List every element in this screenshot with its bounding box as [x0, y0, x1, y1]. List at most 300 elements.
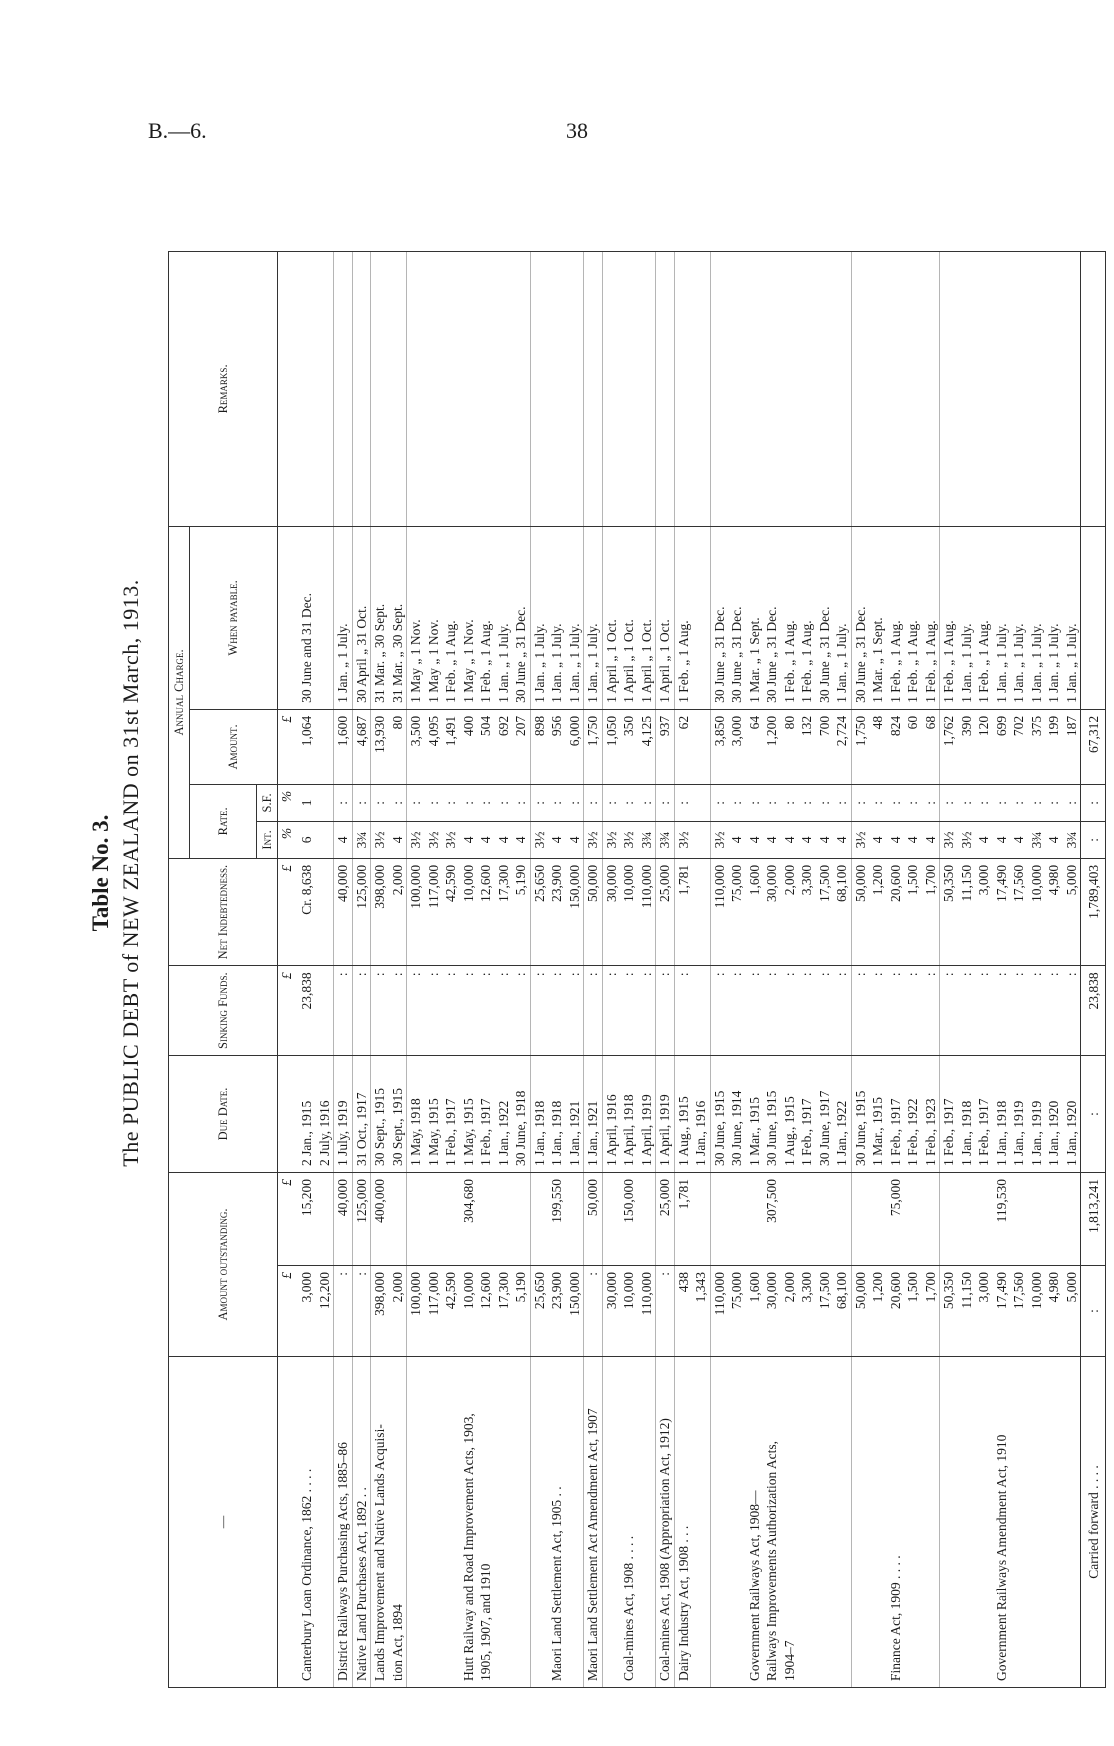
cell-sf: :	[477, 784, 495, 821]
cell-int: 4	[816, 821, 834, 858]
cell-sink: :	[1010, 966, 1028, 1056]
cell-sink: :	[710, 966, 728, 1056]
cell-net: 20,600	[887, 858, 905, 965]
cell-sf: :	[674, 784, 692, 821]
units-row	[278, 251, 299, 1687]
cell-remarks	[298, 251, 316, 526]
cell-part: 3,000	[975, 1266, 993, 1357]
cell-net: 1,600	[746, 858, 764, 965]
cell-amt: 13,930	[371, 709, 389, 784]
cell-net: 398,000	[371, 858, 389, 965]
cell-sf: :	[869, 784, 887, 821]
cell-int: 3¾	[1063, 821, 1081, 858]
cell-when: 1 Feb. „ 1 Aug.	[781, 526, 799, 709]
cell-due: 30 June, 1914	[728, 1056, 746, 1173]
cell-remarks	[442, 251, 460, 526]
cell-part: 1,700	[922, 1266, 940, 1357]
cell-name: Maori Land Settlement Act, 1905 . .	[548, 1357, 566, 1688]
cell-name	[922, 1357, 940, 1688]
cell-part: 75,000	[728, 1266, 746, 1357]
cell-part: 5,000	[1063, 1266, 1081, 1357]
cell-sf: :	[710, 784, 728, 821]
cell-sink: :	[798, 966, 816, 1056]
cell-name: Canterbury Loan Ordinance, 1862 . . . .	[298, 1357, 316, 1688]
cell-sf: :	[922, 784, 940, 821]
cell-name	[495, 1357, 513, 1688]
cell-amt	[692, 709, 710, 784]
cell-due: 1 Feb., 1922	[904, 1056, 922, 1173]
cell-total: 307,500	[763, 1173, 781, 1266]
cell-int: 4	[495, 821, 513, 858]
cell-part: 30,000	[602, 1266, 620, 1357]
cell-part: 2,000	[781, 1266, 799, 1357]
cell-part: 1,200	[869, 1266, 887, 1357]
cell-net: Cr. 8,638	[298, 858, 316, 965]
cell-remarks	[548, 251, 566, 526]
cell-total: 199,550	[548, 1173, 566, 1266]
cell-sink: :	[993, 966, 1011, 1056]
cell-remarks	[352, 251, 371, 526]
cell-part: 20,600	[887, 1266, 905, 1357]
table-row	[1028, 251, 1046, 1687]
cell-net: 3,000	[975, 858, 993, 965]
cell-part: 50,000	[851, 1266, 869, 1357]
cell-part: 17,560	[1010, 1266, 1028, 1357]
cell-sf: :	[442, 784, 460, 821]
cell-part: 12,200	[316, 1266, 334, 1357]
cell-part: 398,000	[371, 1266, 389, 1357]
cell-total	[530, 1173, 548, 1266]
cell-remarks	[763, 251, 781, 526]
cell-sink: :	[958, 966, 976, 1056]
cell-name	[940, 1357, 958, 1688]
cell-net: 100,000	[407, 858, 425, 965]
cell-total	[746, 1173, 764, 1266]
cell-int: 3½	[674, 821, 692, 858]
cell-sf: :	[851, 784, 869, 821]
cell-remarks	[495, 251, 513, 526]
cell-due: 1 Feb., 1923	[922, 1056, 940, 1173]
cell-sink: :	[566, 966, 584, 1056]
cell-part: 30,000	[763, 1266, 781, 1357]
footer-sf: :	[1081, 784, 1106, 821]
table-row	[851, 251, 869, 1687]
cell-sink: :	[833, 966, 851, 1056]
cell-sink: :	[763, 966, 781, 1056]
cell-sf: :	[548, 784, 566, 821]
table-row	[407, 251, 425, 1687]
cell-amt: 62	[674, 709, 692, 784]
cell-total	[1063, 1173, 1081, 1266]
cell-int: 3½	[425, 821, 443, 858]
cell-amt: 4,095	[425, 709, 443, 784]
cell-when: 1 Feb. „ 1 Aug.	[887, 526, 905, 709]
cell-net: 17,500	[816, 858, 834, 965]
cell-sink: :	[548, 966, 566, 1056]
table-row	[602, 251, 620, 1687]
cell-when: 1 Jan. „ 1 July.	[334, 526, 353, 709]
cell-name: Hutt Railway and Road Improvement Acts, 1903,	[460, 1357, 478, 1688]
cell-net: 10,000	[1028, 858, 1046, 965]
cell-remarks	[584, 251, 603, 526]
cell-due: 1 Jan., 1918	[993, 1056, 1011, 1173]
cell-sf: :	[389, 784, 407, 821]
cell-when	[692, 526, 710, 709]
cell-int: 4	[566, 821, 584, 858]
cell-amt: 199	[1045, 709, 1063, 784]
cell-sink: :	[746, 966, 764, 1056]
cell-name	[728, 1357, 746, 1688]
cell-net: 50,000	[851, 858, 869, 965]
cell-when: 1 April „ 1 Oct.	[620, 526, 638, 709]
cell-remarks	[1045, 251, 1063, 526]
cell-part: 150,000	[566, 1266, 584, 1357]
cell-amt: 80	[781, 709, 799, 784]
carried-forward-row	[1081, 251, 1106, 1687]
cell-net: 1,781	[674, 858, 692, 965]
cell-sink: :	[334, 966, 353, 1056]
cell-total: 40,000	[334, 1173, 353, 1266]
cell-when: 1 April „ 1 Oct.	[656, 526, 675, 709]
cell-amt: 60	[904, 709, 922, 784]
cell-amt: 120	[975, 709, 993, 784]
footer-part: :	[1081, 1266, 1106, 1357]
cell-remarks	[512, 251, 530, 526]
cell-name	[692, 1357, 710, 1688]
cell-total	[869, 1173, 887, 1266]
cell-name	[833, 1357, 851, 1688]
cell-total	[407, 1173, 425, 1266]
cell-remarks	[566, 251, 584, 526]
cell-total	[442, 1173, 460, 1266]
cell-int: 4	[1045, 821, 1063, 858]
cell-sink: :	[781, 966, 799, 1056]
cell-sink: :	[371, 966, 389, 1056]
cell-total	[602, 1173, 620, 1266]
cell-name	[442, 1357, 460, 1688]
cell-total	[710, 1173, 728, 1266]
cell-total: 1,781	[674, 1173, 692, 1266]
unit-net: £	[278, 858, 299, 965]
cell-total	[566, 1173, 584, 1266]
cell-name: Coal-mines Act, 1908 . . . .	[620, 1357, 638, 1688]
cell-when: 1 Jan. „ 1 July.	[958, 526, 976, 709]
cell-when: 1 Feb. „ 1 Aug.	[940, 526, 958, 709]
cell-due: 1 April, 1919	[656, 1056, 675, 1173]
cell-amt: 3,000	[728, 709, 746, 784]
col-header-due-date: Due Date.	[169, 1056, 278, 1173]
cell-int	[316, 821, 334, 858]
cell-sf: :	[798, 784, 816, 821]
unit-amount-part: £	[278, 1266, 299, 1357]
cell-int: 4	[477, 821, 495, 858]
cell-total	[692, 1173, 710, 1266]
cell-total	[922, 1173, 940, 1266]
cell-remarks	[869, 251, 887, 526]
cell-amt: 132	[798, 709, 816, 784]
cell-name	[1028, 1357, 1046, 1688]
cell-due: 30 June, 1917	[816, 1056, 834, 1173]
cell-sink: :	[407, 966, 425, 1056]
cell-sink: :	[1063, 966, 1081, 1056]
cell-sf	[692, 784, 710, 821]
cell-int: 4	[1010, 821, 1028, 858]
cell-part: 50,350	[940, 1266, 958, 1357]
cell-sink: :	[620, 966, 638, 1056]
cell-due: 1 May, 1918	[407, 1056, 425, 1173]
cell-when: 1 Mar. „ 1 Sept.	[869, 526, 887, 709]
table-row	[674, 251, 692, 1687]
cell-amt: 4,125	[638, 709, 656, 784]
cell-net: 2,000	[389, 858, 407, 965]
cell-when: 1 Feb. „ 1 Aug.	[975, 526, 993, 709]
cell-remarks	[904, 251, 922, 526]
cell-net: 17,300	[495, 858, 513, 965]
cell-due: 1 May, 1915	[425, 1056, 443, 1173]
cell-int: 4	[746, 821, 764, 858]
cell-name: 1904–7	[781, 1357, 799, 1688]
cell-due: 1 Mar., 1915	[746, 1056, 764, 1173]
cell-when: 1 Feb. „ 1 Aug.	[442, 526, 460, 709]
cell-sink	[316, 966, 334, 1056]
cell-remarks	[993, 251, 1011, 526]
table-row	[887, 251, 905, 1687]
cell-part: 1,500	[904, 1266, 922, 1357]
cell-total	[728, 1173, 746, 1266]
cell-remarks	[940, 251, 958, 526]
cell-sf: :	[763, 784, 781, 821]
cell-sf: :	[728, 784, 746, 821]
cell-part: 1,343	[692, 1266, 710, 1357]
cell-sf: :	[904, 784, 922, 821]
cell-amt: 937	[656, 709, 675, 784]
cell-due: 1 Jan., 1921	[584, 1056, 603, 1173]
footer-net: 1,789,403	[1081, 858, 1106, 965]
table-row	[298, 251, 316, 1687]
cell-int: 3¾	[638, 821, 656, 858]
cell-sf: :	[530, 784, 548, 821]
table-row	[1045, 251, 1063, 1687]
cell-net: 25,000	[656, 858, 675, 965]
table-row	[1063, 251, 1081, 1687]
table-row	[584, 251, 603, 1687]
cell-when: 1 Jan. „ 1 July.	[833, 526, 851, 709]
cell-due: 1 Jan., 1921	[566, 1056, 584, 1173]
cell-sf: :	[958, 784, 976, 821]
cell-sink: :	[638, 966, 656, 1056]
cell-when: 1 Feb. „ 1 Aug.	[922, 526, 940, 709]
cell-due: 1 Jan., 1919	[1010, 1056, 1028, 1173]
cell-net: 117,000	[425, 858, 443, 965]
cell-net: 30,000	[763, 858, 781, 965]
cell-net: 11,150	[958, 858, 976, 965]
cell-amt: 1,600	[334, 709, 353, 784]
cell-remarks	[389, 251, 407, 526]
cell-sink: :	[940, 966, 958, 1056]
cell-total	[638, 1173, 656, 1266]
col-header-sinking-funds: Sinking Funds.	[169, 966, 278, 1056]
table-row	[728, 251, 746, 1687]
cell-part: 10,000	[620, 1266, 638, 1357]
cell-total	[904, 1173, 922, 1266]
cell-due: 1 April, 1918	[620, 1056, 638, 1173]
cell-amt: 700	[816, 709, 834, 784]
cell-int: 4	[904, 821, 922, 858]
col-header-name: —	[169, 1357, 278, 1688]
cell-when: 1 Feb. „ 1 Aug.	[477, 526, 495, 709]
cell-part: 1,600	[746, 1266, 764, 1357]
cell-amt: 956	[548, 709, 566, 784]
col-header-when-payable: When payable.	[190, 526, 278, 709]
cell-remarks	[692, 251, 710, 526]
cell-when: 1 Feb. „ 1 Aug.	[798, 526, 816, 709]
table-row	[477, 251, 495, 1687]
cell-net: 110,000	[710, 858, 728, 965]
cell-part: 12,600	[477, 1266, 495, 1357]
cell-name	[316, 1357, 334, 1688]
cell-sink: :	[922, 966, 940, 1056]
cell-part: :	[656, 1266, 675, 1357]
cell-due: 31 Oct., 1917	[352, 1056, 371, 1173]
cell-when: 30 June and 31 Dec.	[298, 526, 316, 709]
cell-due: 1 Aug., 1915	[781, 1056, 799, 1173]
unit-sinking: £	[278, 966, 299, 1056]
table-row	[352, 251, 371, 1687]
cell-amt: 80	[389, 709, 407, 784]
cell-name: Finance Act, 1909 . . . .	[887, 1357, 905, 1688]
cell-name	[851, 1357, 869, 1688]
cell-int: 3½	[940, 821, 958, 858]
footer-due: :	[1081, 1056, 1106, 1173]
col-header-amount-outstanding: Amount outstanding.	[169, 1173, 278, 1357]
cell-net: 1,700	[922, 858, 940, 965]
cell-when: 1 Jan. „ 1 July.	[548, 526, 566, 709]
cell-sf: :	[1045, 784, 1063, 821]
cell-int: 3½	[602, 821, 620, 858]
cell-amt: 2,724	[833, 709, 851, 784]
cell-net: 75,000	[728, 858, 746, 965]
cell-remarks	[674, 251, 692, 526]
footer-label: Carried forward . . . .	[1081, 1357, 1106, 1688]
cell-when: 1 Jan. „ 1 July.	[566, 526, 584, 709]
cell-sink: :	[1028, 966, 1046, 1056]
cell-amt: 207	[512, 709, 530, 784]
cell-sink: :	[530, 966, 548, 1056]
table-row	[638, 251, 656, 1687]
cell-sf: :	[620, 784, 638, 821]
cell-name	[710, 1357, 728, 1688]
unit-amount-total: £	[278, 1173, 299, 1266]
cell-remarks	[656, 251, 675, 526]
cell-int	[692, 821, 710, 858]
cell-name	[407, 1357, 425, 1688]
cell-sf: :	[512, 784, 530, 821]
cell-int: 3¾	[352, 821, 371, 858]
cell-due: 1 Jan., 1920	[1063, 1056, 1081, 1173]
cell-amt: 702	[1010, 709, 1028, 784]
cell-part: 25,650	[530, 1266, 548, 1357]
cell-total: 119,530	[993, 1173, 1011, 1266]
cell-amt: 824	[887, 709, 905, 784]
unit-amount: £	[278, 709, 299, 784]
cell-part: 100,000	[407, 1266, 425, 1357]
cell-int: 3½	[530, 821, 548, 858]
cell-part: 117,000	[425, 1266, 443, 1357]
cell-sink: :	[851, 966, 869, 1056]
cell-due: 2 July, 1916	[316, 1056, 334, 1173]
table-row	[460, 251, 478, 1687]
cell-remarks	[638, 251, 656, 526]
cell-amt: 692	[495, 709, 513, 784]
col-header-sf: S.F.	[257, 784, 278, 821]
cell-when: 1 Jan. „ 1 July.	[1045, 526, 1063, 709]
cell-sf: :	[407, 784, 425, 821]
cell-due: 1 July, 1919	[334, 1056, 353, 1173]
cell-net: 50,000	[584, 858, 603, 965]
cell-remarks	[833, 251, 851, 526]
cell-due: 1 Feb., 1917	[975, 1056, 993, 1173]
footer-amount: 67,312	[1081, 709, 1106, 784]
cell-due: 1 Aug., 1915	[674, 1056, 692, 1173]
cell-due: 1 Jan., 1922	[495, 1056, 513, 1173]
cell-remarks	[334, 251, 353, 526]
cell-total: 400,000	[371, 1173, 389, 1266]
cell-name: 1905, 1907, and 1910	[477, 1357, 495, 1688]
cell-due: 1 Jan., 1919	[1028, 1056, 1046, 1173]
cell-net: 5,000	[1063, 858, 1081, 965]
cell-amt: 400	[460, 709, 478, 784]
table-row	[1010, 251, 1028, 1687]
cell-remarks	[851, 251, 869, 526]
cell-due: 1 April, 1919	[638, 1056, 656, 1173]
cell-sf: 1	[298, 784, 316, 821]
cell-due: 1 Jan., 1920	[1045, 1056, 1063, 1173]
cell-part: 10,000	[1028, 1266, 1046, 1357]
cell-name	[1010, 1357, 1028, 1688]
cell-sink: 23,838	[298, 966, 316, 1056]
table-row	[389, 251, 407, 1687]
cell-part: 42,590	[442, 1266, 460, 1357]
cell-when: 1 May „ 1 Nov.	[425, 526, 443, 709]
table-row	[975, 251, 993, 1687]
cell-sf: :	[425, 784, 443, 821]
cell-net: 17,560	[1010, 858, 1028, 965]
cell-name: Government Railways Act, 1908—	[746, 1357, 764, 1688]
cell-due: 1 Jan., 1918	[530, 1056, 548, 1173]
cell-due: 30 June, 1915	[851, 1056, 869, 1173]
cell-sf: :	[887, 784, 905, 821]
cell-sink: :	[512, 966, 530, 1056]
cell-due: 1 Feb., 1917	[477, 1056, 495, 1173]
cell-amt: 504	[477, 709, 495, 784]
cell-remarks	[798, 251, 816, 526]
cell-net	[692, 858, 710, 965]
cell-when: 1 Jan. „ 1 July.	[530, 526, 548, 709]
cell-total	[477, 1173, 495, 1266]
cell-part: :	[334, 1266, 353, 1357]
table-row	[530, 251, 548, 1687]
table-row	[833, 251, 851, 1687]
cell-remarks	[620, 251, 638, 526]
cell-part: 10,000	[460, 1266, 478, 1357]
table-row	[922, 251, 940, 1687]
cell-net: 2,000	[781, 858, 799, 965]
cell-sink: :	[656, 966, 675, 1056]
cell-sf: :	[638, 784, 656, 821]
cell-amt: 68	[922, 709, 940, 784]
cell-amt: 64	[746, 709, 764, 784]
cell-net: 125,000	[352, 858, 371, 965]
